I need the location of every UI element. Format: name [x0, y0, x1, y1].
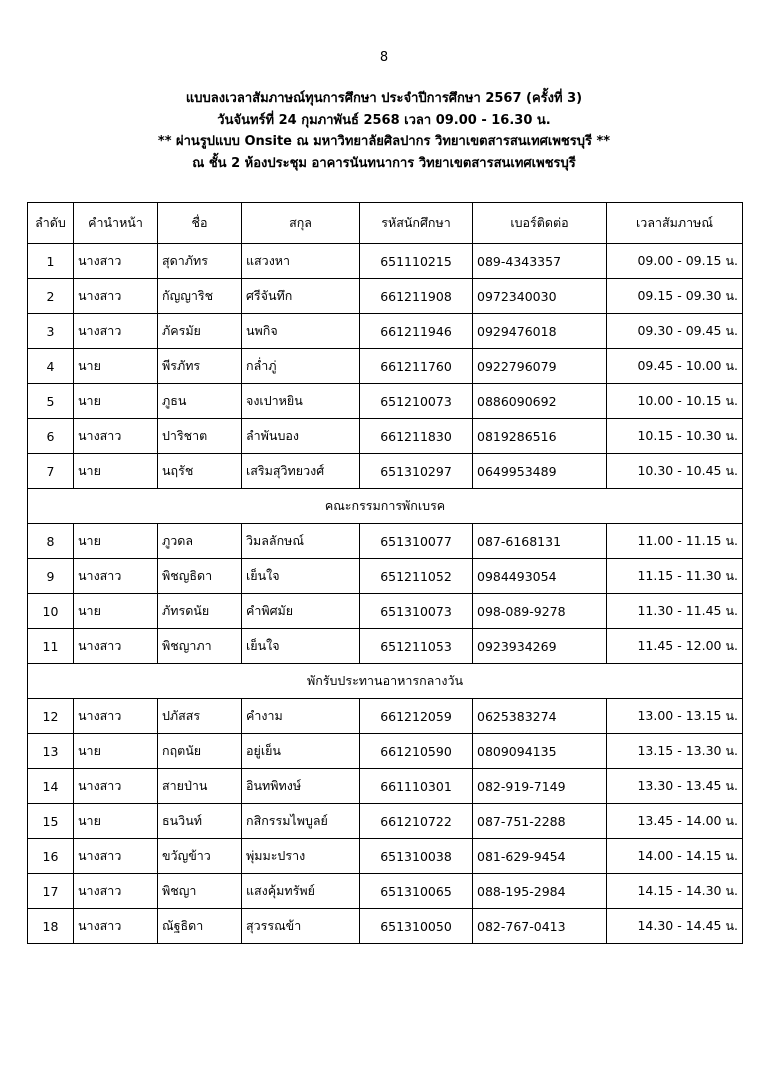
cell-interview-time: 13.15 - 13.30 น.	[607, 734, 743, 769]
cell-order: 9	[28, 559, 74, 594]
cell-first-name: ภัทรดนัย	[158, 594, 242, 629]
table-row	[28, 279, 743, 314]
cell-first-name: ภัครมัย	[158, 314, 242, 349]
cell-last-name: เย็นใจ	[242, 559, 360, 594]
cell-student-id: 651310077	[360, 524, 473, 559]
table-row	[28, 804, 743, 839]
cell-order: 7	[28, 454, 74, 489]
cell-order: 13	[28, 734, 74, 769]
cell-order: 15	[28, 804, 74, 839]
table-row	[28, 769, 743, 804]
cell-student-id: 651310038	[360, 839, 473, 874]
table-body	[28, 244, 743, 944]
cell-order: 10	[28, 594, 74, 629]
cell-prefix: นาย	[74, 594, 158, 629]
cell-phone: 0984493054	[473, 559, 607, 594]
cell-student-id: 651110215	[360, 244, 473, 279]
cell-prefix: นางสาว	[74, 419, 158, 454]
cell-interview-time: 11.15 - 11.30 น.	[607, 559, 743, 594]
column-header-interview-time: เวลาสัมภาษณ์	[607, 203, 743, 244]
table-row	[28, 629, 743, 664]
break-row	[28, 664, 743, 699]
cell-first-name: ขวัญข้าว	[158, 839, 242, 874]
cell-prefix: นางสาว	[74, 909, 158, 944]
cell-prefix: นางสาว	[74, 279, 158, 314]
cell-prefix: นางสาว	[74, 769, 158, 804]
interview-schedule-table	[27, 202, 743, 944]
cell-order: 4	[28, 349, 74, 384]
cell-first-name: สุดาภัทร	[158, 244, 242, 279]
table-row	[28, 559, 743, 594]
heading-venue-mode: ** ผ่านรูปแบบ Onsite ณ มหาวิทยาลัยศิลปากร วิทยาเขตสารสนเทศเพชรบุรี **	[157, 134, 611, 149]
cell-prefix: นางสาว	[74, 244, 158, 279]
cell-order: 2	[28, 279, 74, 314]
cell-student-id: 651310050	[360, 909, 473, 944]
cell-last-name: นพกิจ	[242, 314, 360, 349]
cell-prefix: นางสาว	[74, 559, 158, 594]
cell-prefix: นางสาว	[74, 314, 158, 349]
cell-interview-time: 11.45 - 12.00 น.	[607, 629, 743, 664]
cell-phone: 082-767-0413	[473, 909, 607, 944]
cell-last-name: เสริมสุวิทยวงศ์	[242, 454, 360, 489]
cell-prefix: นางสาว	[74, 874, 158, 909]
cell-student-id: 651211052	[360, 559, 473, 594]
cell-interview-time: 14.30 - 14.45 น.	[607, 909, 743, 944]
heading-date: วันจันทร์ที่ 24 กุมภาพันธ์ 2568 เวลา 09.00 - 16.30 น.	[217, 112, 551, 128]
cell-student-id: 661110301	[360, 769, 473, 804]
cell-interview-time: 09.30 - 09.45 น.	[607, 314, 743, 349]
cell-interview-time: 09.00 - 09.15 น.	[607, 244, 743, 279]
cell-phone: 0923934269	[473, 629, 607, 664]
cell-student-id: 661211946	[360, 314, 473, 349]
cell-last-name: ศรีจันทึก	[242, 279, 360, 314]
table-row	[28, 874, 743, 909]
cell-order: 8	[28, 524, 74, 559]
cell-first-name: พิชญาภา	[158, 629, 242, 664]
cell-order: 3	[28, 314, 74, 349]
cell-last-name: สุวรรณข้า	[242, 909, 360, 944]
cell-phone: 087-6168131	[473, 524, 607, 559]
cell-interview-time: 09.45 - 10.00 น.	[607, 349, 743, 384]
cell-student-id: 661211830	[360, 419, 473, 454]
cell-phone: 0649953489	[473, 454, 607, 489]
cell-order: 11	[28, 629, 74, 664]
cell-student-id: 661212059	[360, 699, 473, 734]
cell-student-id: 651210073	[360, 384, 473, 419]
table-row	[28, 909, 743, 944]
cell-first-name: ปาริชาต	[158, 419, 242, 454]
cell-last-name: อยู่เย็น	[242, 734, 360, 769]
cell-prefix: นาย	[74, 384, 158, 419]
cell-phone: 088-195-2984	[473, 874, 607, 909]
cell-last-name: พุ่มมะปราง	[242, 839, 360, 874]
column-header-prefix: คำนำหน้า	[74, 203, 158, 244]
table-row	[28, 314, 743, 349]
cell-first-name: กฤตนัย	[158, 734, 242, 769]
cell-interview-time: 11.30 - 11.45 น.	[607, 594, 743, 629]
cell-student-id: 651211053	[360, 629, 473, 664]
cell-order: 6	[28, 419, 74, 454]
cell-interview-time: 13.45 - 14.00 น.	[607, 804, 743, 839]
cell-last-name: จงเปาหยิน	[242, 384, 360, 419]
cell-order: 18	[28, 909, 74, 944]
cell-phone: 0809094135	[473, 734, 607, 769]
cell-student-id: 651310297	[360, 454, 473, 489]
cell-order: 17	[28, 874, 74, 909]
cell-prefix: นางสาว	[74, 699, 158, 734]
column-header-order: ลำดับ	[28, 203, 74, 244]
cell-student-id: 661210722	[360, 804, 473, 839]
break-label: คณะกรรมการพักเบรค	[28, 489, 743, 524]
cell-interview-time: 09.15 - 09.30 น.	[607, 279, 743, 314]
cell-interview-time: 13.00 - 13.15 น.	[607, 699, 743, 734]
table-row	[28, 419, 743, 454]
cell-interview-time: 11.00 - 11.15 น.	[607, 524, 743, 559]
cell-first-name: พีรภัทร	[158, 349, 242, 384]
break-label: พักรับประทานอาหารกลางวัน	[28, 664, 743, 699]
cell-interview-time: 14.15 - 14.30 น.	[607, 874, 743, 909]
cell-prefix: นาย	[74, 734, 158, 769]
column-header-student-id: รหัสนักศึกษา	[360, 203, 473, 244]
cell-first-name: ณัฐธิดา	[158, 909, 242, 944]
cell-interview-time: 10.30 - 10.45 น.	[607, 454, 743, 489]
cell-student-id: 661210590	[360, 734, 473, 769]
cell-interview-time: 13.30 - 13.45 น.	[607, 769, 743, 804]
cell-phone: 0922796079	[473, 349, 607, 384]
table-row	[28, 349, 743, 384]
cell-phone: 0929476018	[473, 314, 607, 349]
cell-first-name: ภูธน	[158, 384, 242, 419]
table-row	[28, 524, 743, 559]
cell-first-name: กัญญาริช	[158, 279, 242, 314]
cell-last-name: แสงคุ้มทรัพย์	[242, 874, 360, 909]
cell-last-name: วิมลลักษณ์	[242, 524, 360, 559]
cell-first-name: ภูวดล	[158, 524, 242, 559]
cell-prefix: นางสาว	[74, 839, 158, 874]
cell-prefix: นาย	[74, 524, 158, 559]
table-row	[28, 699, 743, 734]
cell-last-name: แสวงหา	[242, 244, 360, 279]
cell-phone: 098-089-9278	[473, 594, 607, 629]
cell-phone: 081-629-9454	[473, 839, 607, 874]
cell-phone: 089-4343357	[473, 244, 607, 279]
cell-phone: 0819286516	[473, 419, 607, 454]
cell-first-name: พิชญา	[158, 874, 242, 909]
cell-order: 16	[28, 839, 74, 874]
cell-last-name: ลำพันบอง	[242, 419, 360, 454]
table-row	[28, 454, 743, 489]
cell-phone: 082-919-7149	[473, 769, 607, 804]
table-row	[28, 839, 743, 874]
cell-prefix: นาย	[74, 454, 158, 489]
cell-last-name: อินทพิทงษ์	[242, 769, 360, 804]
cell-last-name: กล่ำภู่	[242, 349, 360, 384]
cell-interview-time: 14.00 - 14.15 น.	[607, 839, 743, 874]
cell-student-id: 661211908	[360, 279, 473, 314]
cell-last-name: คำงาม	[242, 699, 360, 734]
table-row	[28, 384, 743, 419]
cell-phone: 087-751-2288	[473, 804, 607, 839]
table-header-row	[28, 203, 743, 244]
column-header-phone: เบอร์ติดต่อ	[473, 203, 607, 244]
cell-prefix: นาย	[74, 349, 158, 384]
page-number: 8	[379, 50, 389, 65]
cell-first-name: สายป่าน	[158, 769, 242, 804]
heading-room: ณ ชั้น 2 ห้องประชุม อาคารนันทนาการ วิทยาเขตสารสนเทศเพชรบุรี	[192, 155, 576, 171]
cell-first-name: ธนวินท์	[158, 804, 242, 839]
table-row	[28, 244, 743, 279]
cell-interview-time: 10.15 - 10.30 น.	[607, 419, 743, 454]
cell-prefix: นางสาว	[74, 629, 158, 664]
cell-last-name: กสิกรรมไพบูลย์	[242, 804, 360, 839]
cell-order: 5	[28, 384, 74, 419]
break-row	[28, 489, 743, 524]
heading-title: แบบลงเวลาสัมภาษณ์ทุนการศึกษา ประจำปีการศึกษา 2567 (ครั้งที่ 3)	[185, 91, 583, 106]
cell-student-id: 651310073	[360, 594, 473, 629]
cell-order: 1	[28, 244, 74, 279]
cell-order: 14	[28, 769, 74, 804]
column-header-last-name: สกุล	[242, 203, 360, 244]
table-row	[28, 734, 743, 769]
cell-last-name: เย็นใจ	[242, 629, 360, 664]
cell-last-name: คำพิศมัย	[242, 594, 360, 629]
cell-phone: 0886090692	[473, 384, 607, 419]
document-heading	[0, 88, 768, 174]
cell-interview-time: 10.00 - 10.15 น.	[607, 384, 743, 419]
table-row	[28, 594, 743, 629]
cell-student-id: 661211760	[360, 349, 473, 384]
cell-first-name: พิชญธิดา	[158, 559, 242, 594]
cell-phone: 0625383274	[473, 699, 607, 734]
cell-order: 12	[28, 699, 74, 734]
cell-first-name: นฤรัช	[158, 454, 242, 489]
cell-phone: 0972340030	[473, 279, 607, 314]
cell-first-name: ปภัสสร	[158, 699, 242, 734]
cell-student-id: 651310065	[360, 874, 473, 909]
column-header-first-name: ชื่อ	[158, 203, 242, 244]
cell-prefix: นาย	[74, 804, 158, 839]
